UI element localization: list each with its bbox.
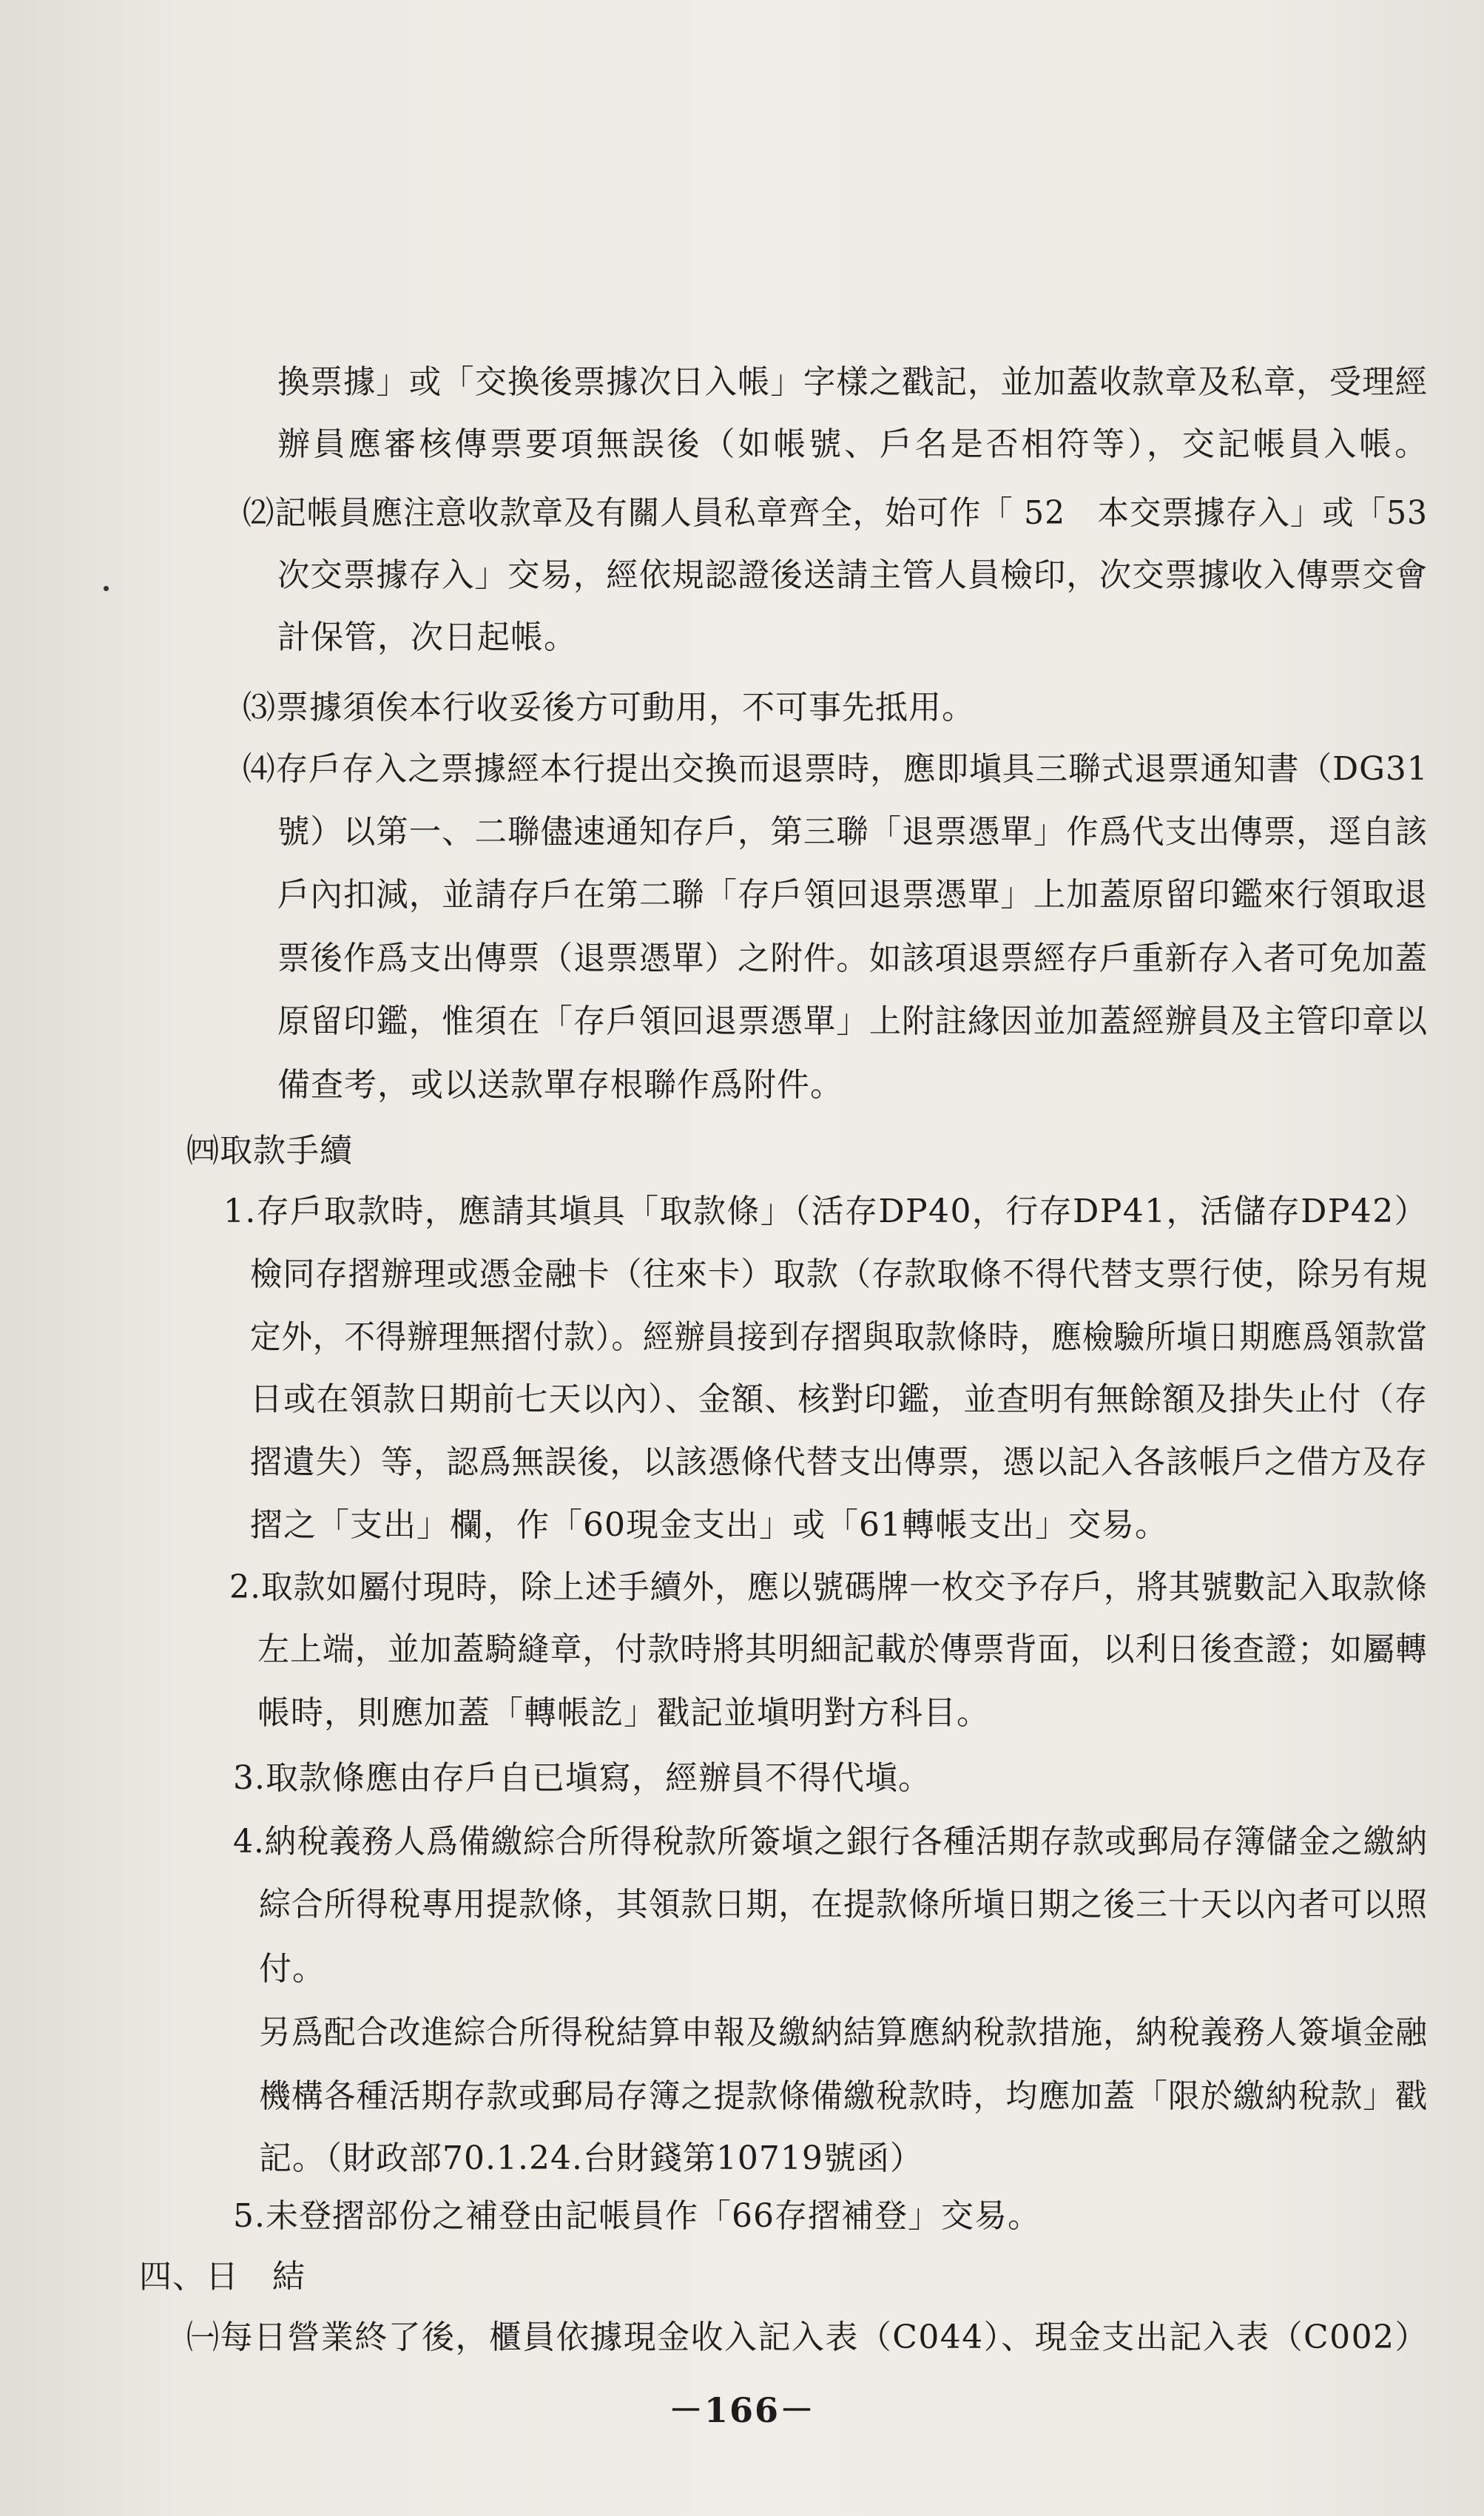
text-line: 1.存戶取款時，應請其塡具「取款條」（活存DP40，行存DP41，活儲存DP42） <box>223 1193 1428 1230</box>
section-heading: 四、日 結 <box>139 2258 306 2296</box>
text-line: 付。 <box>259 1950 326 1988</box>
text-line: 備查考，或以送款單存根聯作爲附件。 <box>277 1066 843 1104</box>
text-line: ⑶票據須俟本行收妥後方可動用，不可事先抵用。 <box>243 689 975 726</box>
text-line: 摺之「支出」欄，作「60現金支出」或「61轉帳支出」交易。 <box>250 1506 1168 1544</box>
text-line: 票後作爲支出傳票（退票憑單）之附件。如該項退票經存戶重新存入者可免加蓋 <box>277 940 1428 977</box>
text-line: ㈠每日營業終了後，櫃員依據現金收入記入表（C044）、現金支出記入表（C002） <box>186 2318 1429 2356</box>
text-line: 帳時，則應加蓋「轉帳訖」戳記並塡明對方科目。 <box>257 1694 990 1732</box>
text-line: 次交票據存入」交易，經依規認證後送請主管人員檢印，次交票據收入傳票交會 <box>277 556 1428 594</box>
text-line: ⑷存戶存入之票據經本行提出交換而退票時，應即塡具三聯式退票通知書（DG31 <box>243 750 1429 788</box>
text-line: 戶內扣減，並請存戶在第二聯「存戶領回退票憑單」上加蓋原留印鑑來行領取退 <box>277 876 1428 914</box>
text-line: 5.未登摺部份之補登由記帳員作「66存摺補登」交易。 <box>233 2197 1041 2235</box>
text-line: 號）以第一、二聯儘速通知存戶，第三聯「退票憑單」作爲代支出傳票，逕自該 <box>277 813 1428 851</box>
text-line: 記。（財政部70.1.24.台財錢第10719號函） <box>259 2139 923 2177</box>
text-line: 2.取款如屬付現時，除上述手續外，應以號碼牌一枚交予存戶，將其號數記入取款條 <box>229 1568 1429 1606</box>
text-line: 4.納稅義務人爲備繳綜合所得稅款所簽塡之銀行各種活期存款或郵局存簿儲金之繳納 <box>233 1823 1429 1861</box>
text-line: 3.取款條應由存戶自已塡寫，經辦員不得代塡。 <box>233 1759 931 1797</box>
text-line: 辦員應審核傳票要項無誤後（如帳號、戶名是否相符等），交記帳員入帳。 <box>277 425 1431 463</box>
text-line: 檢同存摺辦理或憑金融卡（往來卡）取款（存款取條不得代替支票行使，除另有規 <box>250 1255 1428 1293</box>
text-line: 另爲配合改進綜合所得稅結算申報及繳納結算應納稅款措施，納稅義務人簽塡金融 <box>259 2014 1428 2051</box>
text-line: 原留印鑑，惟須在「存戶領回退票憑單」上附註緣因並加蓋經辦員及主管印章以 <box>277 1002 1428 1040</box>
section-heading: ㈣取款手續 <box>186 1132 353 1170</box>
text-line: 定外，不得辦理無摺付款）。經辦員接到存摺與取款條時，應檢驗所塡日期應爲領款當 <box>250 1318 1428 1356</box>
text-line: ⑵記帳員應注意收款章及有關人員私章齊全，始可作「 52 本交票據存入」或「53 <box>243 494 1429 532</box>
text-line: 計保管，次日起帳。 <box>277 618 577 656</box>
text-line: 換票據」或「交換後票據次日入帳」字樣之戳記，並加蓋收款章及私章，受理經 <box>277 363 1428 401</box>
page-number: －166－ <box>668 2390 816 2430</box>
text-line: 綜合所得稅專用提款條，其領款日期，在提款條所塡日期之後三十天以內者可以照 <box>259 1886 1428 1923</box>
text-line: 日或在領款日期前七天以內）、金額、核對印鑑，並查明有無餘額及掛失止付（存 <box>250 1380 1428 1418</box>
text-line: 左上端，並加蓋騎縫章，付款時將其明細記載於傳票背面，以利日後查證；如屬轉 <box>257 1630 1428 1668</box>
text-line: 摺遺失）等，認爲無誤後，以該憑條代替支出傳票，憑以記入各該帳戶之借方及存 <box>250 1443 1428 1481</box>
text-line: 機構各種活期存款或郵局存簿之提款條備繳稅款時，均應加蓋「限於繳納稅款」戳 <box>259 2077 1428 2115</box>
stray-dot <box>104 586 109 591</box>
